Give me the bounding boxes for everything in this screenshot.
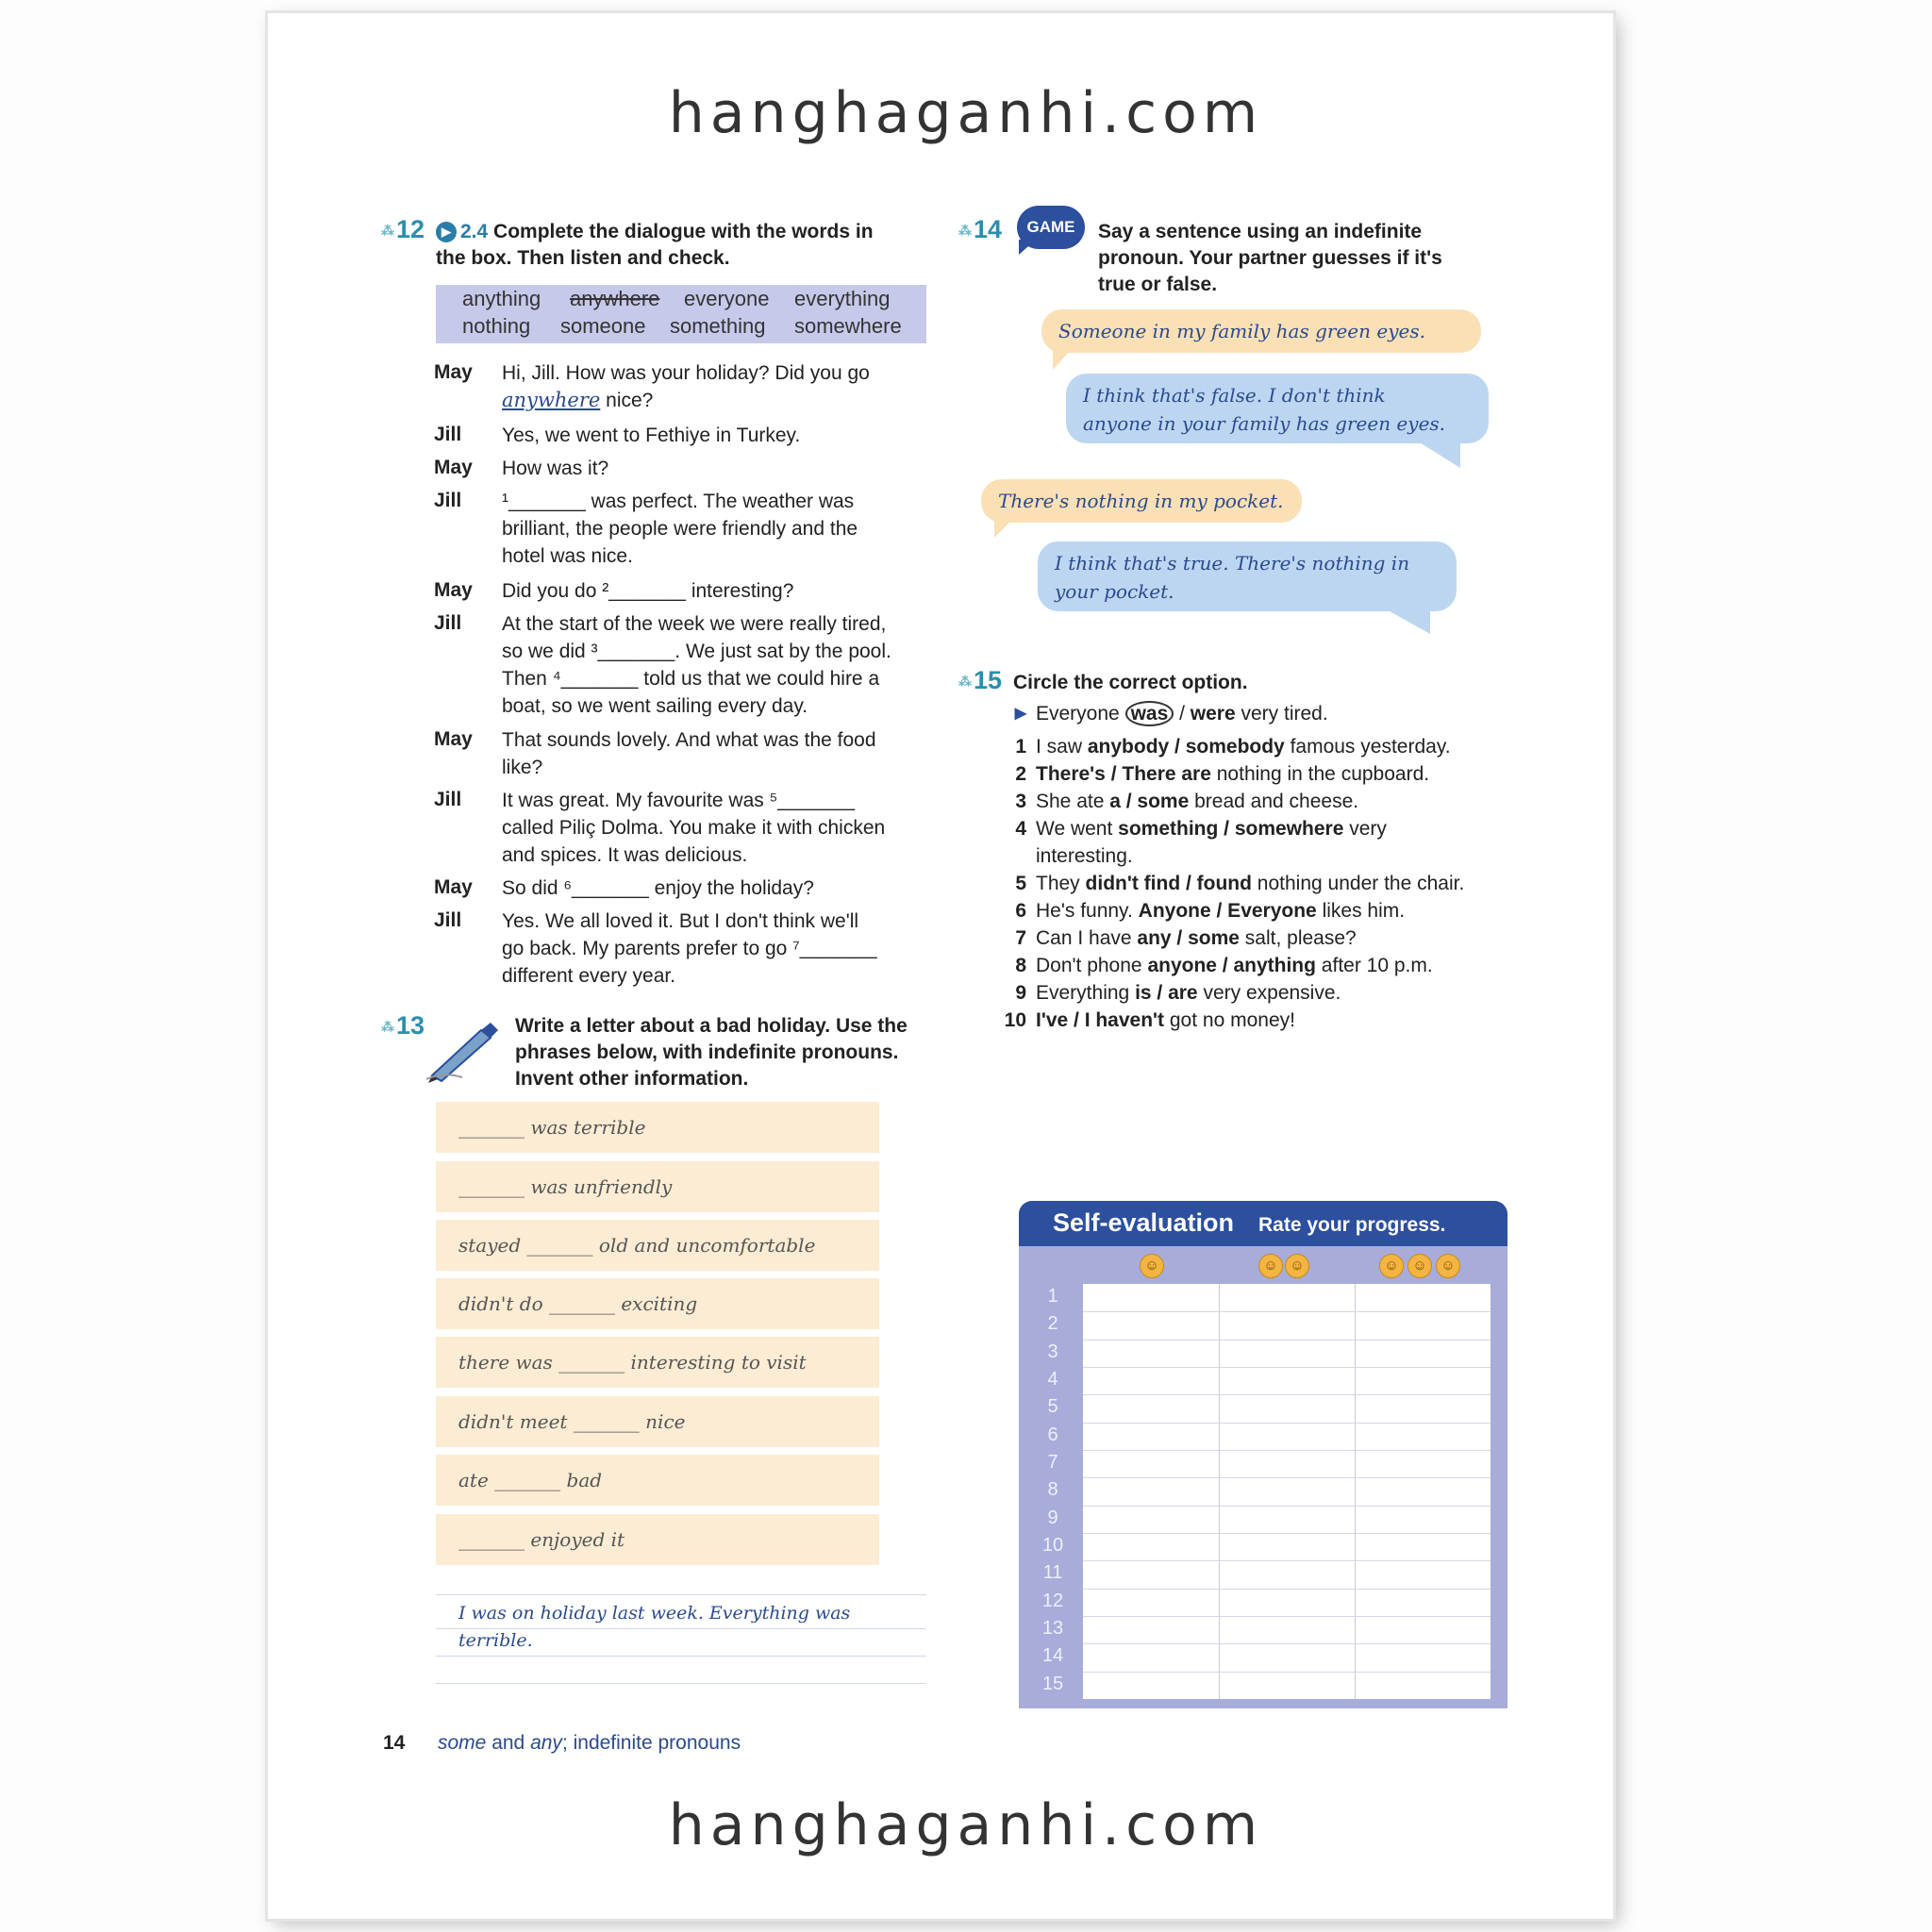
dialogue-line	[502, 488, 917, 570]
difficulty-stars-icon: ⁂	[381, 223, 394, 239]
option-choice[interactable]: a / some	[1109, 791, 1190, 812]
dialogue-speaker: Jill	[434, 909, 462, 931]
dialogue-text: That sounds lovely. And what was the food	[502, 729, 876, 751]
instruction-line-3: Invent other information.	[515, 1068, 749, 1090]
phrase-card: _______ enjoyed it	[436, 1514, 879, 1565]
grid-row-divider	[1083, 1672, 1491, 1673]
example-answer: anywhere	[502, 389, 601, 411]
option-item	[1000, 788, 1528, 815]
pen-writing-icon	[425, 1017, 500, 1083]
grid-row-divider	[1083, 1394, 1491, 1395]
exercise-15-instruction: Circle the correct option.	[1013, 672, 1248, 693]
dialogue-text: so we did ³_______. We just sat by the pool.	[502, 641, 891, 662]
option-text-part: I saw	[1036, 736, 1088, 758]
option-items	[1000, 733, 1528, 1034]
grid-row-divider	[1083, 1560, 1491, 1561]
dialogue-text: hotel was nice.	[502, 545, 633, 567]
dialogue-text: brilliant, the people were friendly and the	[502, 518, 858, 540]
game-badge-tail	[1019, 240, 1036, 255]
dialogue-line	[502, 610, 917, 720]
example-text	[1036, 700, 1328, 727]
option-item	[1000, 733, 1528, 760]
option-text-part: She ate	[1036, 791, 1110, 812]
grid-column-divider	[1219, 1284, 1220, 1699]
exercise-13-number	[381, 1011, 425, 1041]
self-evaluation-panel	[1019, 1201, 1507, 1708]
phrase-card: there was _______ interesting to visit	[436, 1337, 879, 1388]
dialogue-text: Yes. We all loved it. But I don't think we'll	[502, 910, 859, 932]
row-number: 9	[1047, 1507, 1058, 1528]
row-number: 7	[1047, 1452, 1058, 1473]
row-number: 3	[1047, 1341, 1058, 1362]
option-text-part: very expensive.	[1197, 982, 1341, 1004]
option-item-continuation	[1000, 842, 1528, 870]
dialogue-line	[502, 726, 917, 781]
option-item	[1000, 924, 1528, 952]
smiley-icon: ☺	[1140, 1254, 1164, 1278]
page-number: 14	[383, 1732, 406, 1754]
dialogue-text-rest: nice?	[600, 390, 654, 411]
speech-bubble-3: There's nothing in my pocket.	[981, 479, 1302, 523]
dialogue-speaker: May	[434, 457, 473, 478]
options-list	[1000, 700, 1528, 1034]
smiley-icon: ☺	[1285, 1254, 1309, 1278]
letter-line: I was on holiday last week. Everything was	[458, 1603, 851, 1624]
option-choice[interactable]: There's / There are	[1036, 763, 1211, 785]
option-text-part: very	[1343, 818, 1387, 840]
option-item-text	[1036, 788, 1358, 815]
exercise-14-label: 14	[974, 215, 1003, 243]
exercise-14-number	[958, 215, 1002, 244]
option-choice[interactable]: didn't find / found	[1085, 873, 1252, 894]
page-topic	[438, 1732, 741, 1755]
speech-bubble-tail	[1053, 349, 1072, 370]
row-number: 13	[1041, 1618, 1064, 1639]
option-item	[1000, 870, 1528, 897]
bubble-line: I think that's false. I don't think	[1083, 384, 1386, 407]
letter-line: terrible.	[458, 1630, 533, 1651]
exercise-15-label: 15	[974, 666, 1003, 694]
option-text-part: nothing under the chair.	[1251, 873, 1465, 894]
option-item-text	[1036, 897, 1405, 924]
exercise-13-label: 13	[396, 1011, 425, 1040]
exercise-12-instruction	[436, 219, 926, 272]
option-item	[1000, 815, 1528, 842]
instruction-line-1: Write a letter about a bad holiday. Use the	[515, 1015, 908, 1037]
option-choice[interactable]: anybody / somebody	[1087, 736, 1285, 758]
option-item-text: interesting.	[1036, 845, 1133, 867]
speech-bubble-1: Someone in my family has green eyes.	[1041, 309, 1481, 353]
word-box-item-crossed: anywhere	[570, 287, 660, 310]
grid-column-divider	[1355, 1284, 1356, 1699]
ruled-line	[436, 1656, 926, 1657]
speech-bubble-4	[1038, 541, 1457, 611]
option-item-number: 8	[1015, 955, 1026, 976]
grid-row-divider	[1083, 1643, 1491, 1644]
option-item-text	[1036, 924, 1357, 952]
topic-and: and	[486, 1732, 531, 1754]
instruction-line-2: pronoun. Your partner guesses if it's	[1098, 247, 1442, 269]
watermark-bottom: hanghaganhi.com	[668, 1792, 1264, 1858]
row-number: 4	[1047, 1369, 1058, 1390]
dialogue-text: different every year.	[502, 965, 676, 987]
grid-row-divider	[1083, 1506, 1491, 1507]
option-choice[interactable]: is / are	[1135, 982, 1198, 1004]
option-text-part: Can I have	[1036, 927, 1138, 949]
grid-row-divider	[1083, 1367, 1491, 1368]
dialogue-text: ¹_______ was perfect. The weather was	[502, 491, 855, 512]
grid-row-divider	[1083, 1533, 1491, 1534]
dialogue-text: Then ⁴_______ told us that we could hire a	[502, 668, 880, 690]
game-badge: GAME	[1017, 206, 1085, 249]
option-item-number: 1	[1015, 736, 1026, 758]
dialogue-text: Yes, we went to Fethiye in Turkey.	[502, 425, 801, 446]
phrase-card: stayed _______ old and uncomfortable	[436, 1220, 879, 1271]
row-number: 5	[1047, 1396, 1058, 1418]
watermark-top: hanghaganhi.com	[668, 80, 1264, 146]
difficulty-stars-icon: ⁂	[958, 674, 972, 690]
option-item-text	[1036, 952, 1433, 979]
dialogue-text: At the start of the week we were really tired,	[502, 613, 887, 635]
difficulty-stars-icon: ⁂	[958, 223, 972, 239]
dialogue-speaker: Jill	[434, 424, 462, 445]
word-box-item: someone	[560, 314, 646, 338]
option-text-part: Everything	[1036, 982, 1136, 1004]
example-marker-icon: ▶	[1014, 706, 1026, 722]
grid-row-divider	[1083, 1340, 1491, 1341]
option-choice[interactable]: I've / I haven't	[1036, 1009, 1165, 1031]
option-text-part: They	[1036, 873, 1086, 894]
example-separator: /	[1174, 703, 1191, 724]
word-box-item: nothing	[462, 314, 531, 338]
option-choice[interactable]: something / somewhere	[1118, 818, 1344, 840]
dialogue-speaker: May	[434, 361, 473, 383]
grid-row-divider	[1083, 1616, 1491, 1617]
dialogue-text: go back. My parents prefer to go ⁷_______	[502, 938, 877, 959]
dialogue-text: How was it?	[502, 458, 609, 479]
dialogue-line	[502, 422, 917, 449]
word-box-item: everyone	[684, 287, 770, 310]
circled-answer: was	[1125, 701, 1174, 726]
option-item-number: 3	[1015, 791, 1026, 812]
speech-bubble-2	[1066, 374, 1489, 443]
option-item	[1000, 897, 1528, 924]
self-evaluation-grid[interactable]	[1083, 1284, 1491, 1699]
speech-bubble-tail	[1415, 440, 1460, 468]
example-option: were	[1190, 703, 1236, 724]
dialogue-text: Did you do ²_______ interesting?	[502, 580, 794, 602]
speech-bubble-tail	[994, 519, 1013, 538]
audio-track-number: 2.4	[460, 221, 489, 242]
row-number: 10	[1041, 1535, 1064, 1556]
row-number: 2	[1047, 1313, 1058, 1335]
option-text-part: bread and cheese.	[1189, 791, 1359, 812]
option-text-part: Don't phone	[1036, 955, 1148, 976]
dialogue-speaker: May	[434, 579, 473, 601]
option-item-text	[1036, 760, 1429, 788]
dialogue-line	[502, 908, 917, 990]
example-item	[1000, 700, 1528, 727]
self-evaluation-subtitle: Rate your progress.	[1258, 1214, 1446, 1236]
letter-writing-area[interactable]	[436, 1594, 926, 1698]
option-item	[1000, 1007, 1528, 1034]
dialogue-speaker: May	[434, 728, 473, 750]
dialogue-line	[502, 787, 917, 869]
example-before: Everyone	[1036, 703, 1125, 724]
phrase-card: _______ was unfriendly	[436, 1161, 879, 1212]
grid-row-divider	[1083, 1450, 1491, 1451]
option-text-part: got no money!	[1164, 1009, 1295, 1031]
instruction-line-2: phrases below, with indefinite pronouns.	[515, 1041, 899, 1063]
letter-sample-text	[458, 1600, 911, 1655]
option-item-number: 6	[1015, 900, 1026, 922]
smiley-icon: ☺	[1379, 1254, 1404, 1278]
grid-row-divider	[1083, 1423, 1491, 1424]
speech-bubble-tail	[1383, 608, 1430, 634]
bubble-line: your pocket.	[1055, 580, 1174, 603]
option-item-number: 4	[1015, 818, 1026, 840]
phrase-card: didn't meet _______ nice	[436, 1396, 879, 1447]
option-choice[interactable]: anyone / anything	[1147, 955, 1316, 976]
word-box-item: everything	[794, 287, 891, 310]
row-number: 12	[1041, 1590, 1064, 1611]
option-item-number: 2	[1015, 763, 1026, 785]
option-item-text	[1036, 1007, 1295, 1034]
phrase-card: _______ was terrible	[436, 1102, 879, 1153]
option-choice[interactable]: Anyone / Everyone	[1138, 900, 1317, 922]
word-box-item: somewhere	[794, 314, 902, 338]
grid-row-divider	[1083, 1477, 1491, 1478]
instruction-line-3: true or false.	[1098, 274, 1218, 295]
exercise-13-instruction	[515, 1013, 940, 1092]
self-evaluation-title: Self-evaluation	[1053, 1208, 1235, 1237]
row-number: 8	[1047, 1479, 1058, 1501]
topic-any: any	[530, 1732, 562, 1754]
exercise-12-label: 12	[396, 215, 425, 243]
option-item	[1000, 760, 1528, 788]
phrase-card: ate _______ bad	[436, 1455, 879, 1506]
option-text-part: He's funny.	[1036, 900, 1139, 922]
option-item	[1000, 952, 1528, 979]
word-box-item: anything	[462, 287, 541, 310]
dialogue-text: boat, so we went sailing every day.	[502, 695, 808, 717]
instruction-line-2: the box. Then listen and check.	[436, 247, 730, 269]
option-item-number: 7	[1015, 927, 1026, 949]
option-text-part: nothing in the cupboard.	[1210, 763, 1430, 785]
self-evaluation-header	[1019, 1201, 1507, 1246]
bubble-line: anyone in your family has green eyes.	[1083, 412, 1446, 435]
dialogue-text: called Piliç Dolma. You make it with chicken	[502, 817, 886, 839]
row-number: 1	[1047, 1286, 1058, 1307]
dialogue-speaker: Jill	[434, 490, 462, 511]
option-item-text	[1036, 733, 1451, 760]
option-item-number: 10	[1004, 1009, 1026, 1031]
row-number: 15	[1041, 1673, 1064, 1694]
instruction-line-1: Say a sentence using an indefinite	[1098, 221, 1423, 242]
grid-row-divider	[1083, 1311, 1491, 1312]
row-number: 14	[1041, 1645, 1064, 1667]
dialogue-speaker: Jill	[434, 612, 462, 634]
option-item-text	[1036, 979, 1341, 1007]
exercise-14-instruction	[1098, 219, 1494, 298]
instruction-line-1: Complete the dialogue with the words in	[493, 221, 874, 242]
dialogue-line	[502, 874, 917, 902]
ruled-line	[436, 1594, 926, 1595]
option-text-part: likes him.	[1316, 900, 1406, 922]
dialogue-text: It was great. My favourite was ⁵_______	[502, 790, 856, 811]
dialogue-text: So did ⁶_______ enjoy the holiday?	[502, 877, 814, 899]
option-text-part: famous yesterday.	[1284, 736, 1451, 758]
exercise-15-number	[958, 666, 1002, 695]
option-choice[interactable]: any / some	[1137, 927, 1240, 949]
option-item-text	[1036, 870, 1464, 897]
topic-some: some	[438, 1732, 487, 1754]
smiley-icon: ☺	[1258, 1254, 1283, 1278]
grid-row-divider	[1083, 1589, 1491, 1590]
word-box-item: something	[670, 314, 766, 338]
option-item	[1000, 979, 1528, 1007]
topic-rest: ; indefinite pronouns	[561, 1732, 741, 1754]
option-item-number: 9	[1015, 982, 1026, 1004]
smiley-icon: ☺	[1407, 1254, 1432, 1278]
dialogue-line	[502, 359, 917, 414]
dialogue-line	[502, 455, 917, 482]
dialogue-text	[502, 387, 917, 414]
bubble-line: I think that's true. There's nothing in	[1055, 552, 1410, 575]
audio-play-icon[interactable]: ▶	[436, 222, 457, 242]
row-number: 11	[1042, 1562, 1063, 1584]
row-number: 6	[1047, 1424, 1058, 1445]
option-text-part: salt, please?	[1239, 927, 1357, 949]
dialogue-text: like?	[502, 757, 543, 778]
difficulty-stars-icon: ⁂	[381, 1019, 394, 1035]
dialogue-speaker: May	[434, 876, 473, 898]
dialogue-line	[502, 577, 917, 605]
option-text-part: We went	[1036, 818, 1119, 840]
example-rest: very tired.	[1235, 703, 1328, 724]
ruled-line	[436, 1683, 926, 1684]
dialogue-text: Hi, Jill. How was your holiday? Did you go	[502, 362, 870, 384]
smiley-icon: ☺	[1436, 1254, 1460, 1278]
word-box	[436, 285, 926, 343]
phrase-card: didn't do _______ exciting	[436, 1278, 879, 1329]
option-item-number: 5	[1015, 873, 1026, 894]
dialogue-speaker: Jill	[434, 789, 462, 810]
dialogue-text: and spices. It was delicious.	[502, 844, 748, 866]
option-item-text	[1036, 815, 1387, 842]
option-text-part: after 10 p.m.	[1315, 955, 1433, 976]
exercise-12-number	[381, 215, 425, 244]
